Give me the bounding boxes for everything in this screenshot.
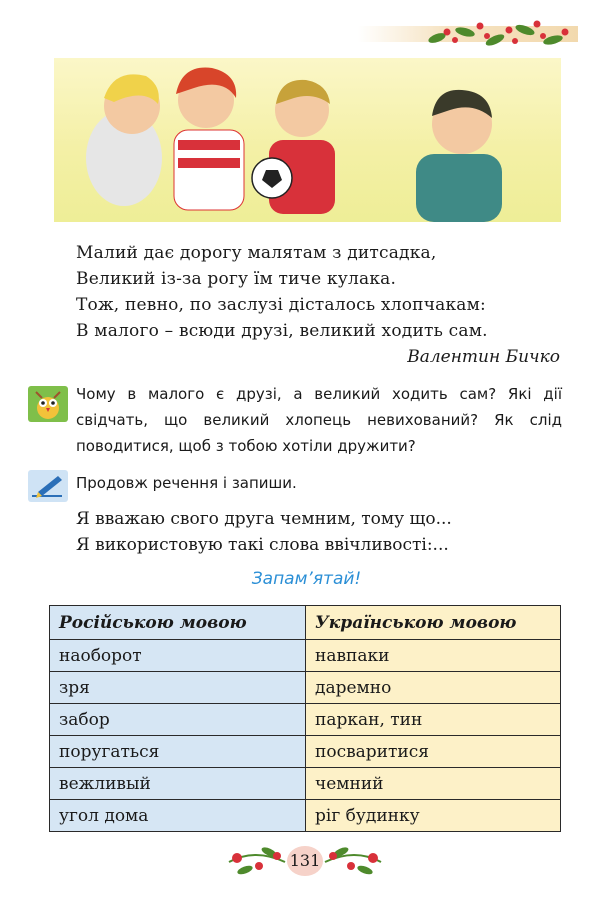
poem-line-1: Малий дає дорогу малятам з дитсадка, [76, 243, 437, 263]
task-text: Продовж речення і запиши. [76, 474, 297, 492]
table-header-row [50, 606, 561, 640]
ukrainian-word: навпаки [306, 640, 561, 672]
poem-line-2: Великий із-за рогу їм тиче кулака. [76, 269, 397, 289]
table-row [50, 800, 561, 832]
table-row [50, 704, 561, 736]
russian-word: зря [50, 672, 306, 704]
question-text: Чому в малого є друзі, а великий ходить сам? Які дії свідчать, що великий хлопець невихований? Як слід поводитися, щоб з тобою хотіли дружити? [76, 385, 562, 455]
table-row [50, 736, 561, 768]
russian-word: забор [50, 704, 306, 736]
poem-line-4: В малого – всюди друзі, великий ходить сам. [76, 321, 488, 341]
continuation-line-2: Я використовую такі слова ввічливості:... [76, 535, 449, 555]
pencil-writing-icon [28, 470, 68, 502]
table-row [50, 640, 561, 672]
russian-word: наоборот [50, 640, 306, 672]
russian-word: вежливый [50, 768, 306, 800]
header-ukrainian: Українською мовою [306, 606, 561, 640]
ukrainian-word: даремно [306, 672, 561, 704]
ukrainian-word: ріг будинку [306, 800, 561, 832]
flower-garland-icon [425, 10, 580, 54]
continuation-line-1: Я вважаю свого друга чемним, тому що... [76, 509, 452, 529]
boys-illustration-drawing [54, 58, 561, 222]
poem-line-3: Тож, певно, по заслузі дісталось хлопчакам: [76, 295, 486, 315]
russian-word: поругаться [50, 736, 306, 768]
header-russian: Російською мовою [50, 606, 306, 640]
ukrainian-word: паркан, тин [306, 704, 561, 736]
page-number: 131 [287, 846, 323, 876]
russian-word: угол дома [50, 800, 306, 832]
illustration-boys [54, 58, 561, 222]
vocabulary-table [49, 605, 561, 832]
poem-author: Валентин Бичко [407, 347, 560, 367]
remember-title: Запам’ятай! [251, 569, 362, 589]
ukrainian-word: посваритися [306, 736, 561, 768]
table-row [50, 672, 561, 704]
table-row [50, 768, 561, 800]
ukrainian-word: чемний [306, 768, 561, 800]
owl-icon [28, 386, 68, 422]
